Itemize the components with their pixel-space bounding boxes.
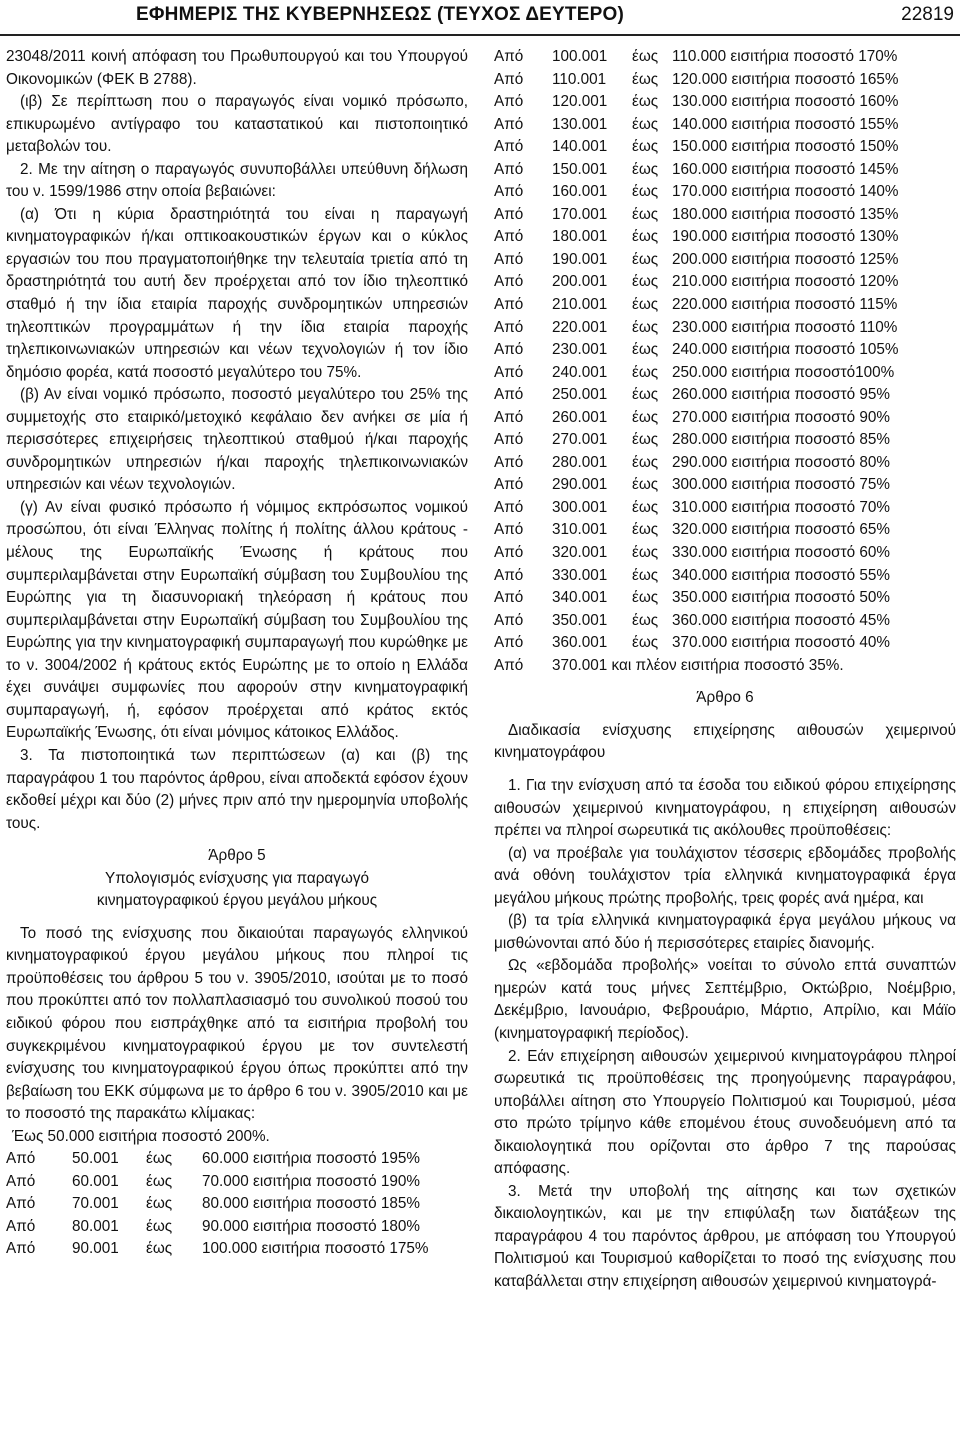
scale-from-label: Από xyxy=(494,273,524,291)
scale-from-value: 80.001 xyxy=(72,1217,119,1235)
table-row xyxy=(494,452,956,475)
scale-to-label: έως xyxy=(632,250,659,268)
scale-to-value-rate: 60.000 εισιτήρια ποσοστό 195% xyxy=(202,1150,420,1168)
scale-first-row: Έως 50.000 εισιτήρια ποσοστό 200%. xyxy=(12,1127,270,1145)
scale-to-label: έως xyxy=(632,296,659,314)
scale-to-value-rate: 220.000 εισιτήρια ποσοστό 115% xyxy=(672,296,898,314)
scale-from-value: 50.001 xyxy=(72,1150,119,1168)
table-row xyxy=(494,136,956,159)
scale-last-text: 370.001 και πλέον εισιτήρια ποσοστό 35%. xyxy=(552,656,844,674)
scale-to-value-rate: 190.000 εισιτήρια ποσοστό 130% xyxy=(672,228,899,246)
scale-from-value: 170.001 xyxy=(552,205,608,223)
scale-from-value: 150.001 xyxy=(552,160,608,178)
table-row xyxy=(494,114,956,137)
scale-from-value: 110.001 xyxy=(552,70,607,88)
scale-to-label: έως xyxy=(632,476,659,494)
scale-to-value-rate: 350.000 εισιτήρια ποσοστό 50% xyxy=(672,589,890,607)
scale-to-value-rate: 130.000 εισιτήρια ποσοστό 160% xyxy=(672,93,899,111)
scale-to-label: έως xyxy=(632,453,659,471)
scale-from-value: 220.001 xyxy=(552,318,608,336)
scale-to-label: έως xyxy=(146,1240,173,1258)
table-row xyxy=(494,69,956,92)
ticket-scale-last-row xyxy=(494,655,956,678)
paragraph: 1. Για την ενίσχυση από τα έσοδα του ειδικού φόρου επιχείρησης αιθουσών χειμερινού κινηματογράφου, η επιχείρηση αιθουσών πρέπει να πληροί σωρευτικά τις ακόλουθες προϋποθέσεις: xyxy=(494,776,956,840)
scale-from-label: Από xyxy=(494,656,524,674)
scale-to-label: έως xyxy=(632,544,659,562)
scale-from-value: 350.001 xyxy=(552,611,608,629)
scale-from-value: 190.001 xyxy=(552,250,608,268)
scale-from-value: 180.001 xyxy=(552,228,608,246)
scale-from-value: 90.001 xyxy=(72,1240,119,1258)
scale-from-label: Από xyxy=(494,589,524,607)
scale-from-label: Από xyxy=(6,1172,36,1190)
scale-from-value: 310.001 xyxy=(552,521,608,539)
paragraph: 2. Με την αίτηση ο παραγωγός συνυποβάλλει υπεύθυνη δήλωση του ν. 1599/1986 στην οποία βεβαιώνει: xyxy=(6,160,468,201)
table-row xyxy=(494,384,956,407)
scale-from-label: Από xyxy=(494,183,524,201)
table-row xyxy=(6,1238,468,1261)
scale-to-label: έως xyxy=(632,408,659,426)
scale-to-label: έως xyxy=(632,566,659,584)
left-column xyxy=(6,46,468,1261)
article-6-subtitle: Διαδικασία ενίσχυσης επιχείρησης αιθουσών χειμερινού κινηματογράφου xyxy=(494,721,956,762)
scale-to-label: έως xyxy=(632,589,659,607)
scale-from-value: 70.001 xyxy=(72,1195,119,1213)
scale-from-label: Από xyxy=(494,453,524,471)
scale-from-label: Από xyxy=(6,1217,36,1235)
ticket-scale-table xyxy=(6,1148,468,1261)
paragraph: (ιβ) Σε περίπτωση που ο παραγωγός είναι νομικό πρόσωπο, επικυρωμένο αντίγραφο του καταστατικού και πιστοποιητικό μεταβολών του. xyxy=(6,93,468,156)
table-row xyxy=(494,226,956,249)
paragraph: 23048/2011 κοινή απόφαση του Πρωθυπουργού και του Υπουργού Οικονομικών (ΦΕΚ Β 2788). xyxy=(6,48,468,88)
scale-from-label: Από xyxy=(494,296,524,314)
article-5-title: Άρθρο 5 xyxy=(208,847,266,865)
scale-from-label: Από xyxy=(494,386,524,404)
page-header xyxy=(0,0,960,36)
scale-from-value: 360.001 xyxy=(552,634,608,652)
scale-from-label: Από xyxy=(494,476,524,494)
scale-to-value-rate: 310.000 εισιτήρια ποσοστό 70% xyxy=(672,498,890,516)
scale-from-label: Από xyxy=(494,634,524,652)
right-column xyxy=(494,46,956,1294)
table-row xyxy=(494,249,956,272)
table-row xyxy=(6,1193,468,1216)
scale-from-label: Από xyxy=(494,363,524,381)
table-row xyxy=(494,159,956,182)
scale-to-label: έως xyxy=(632,228,659,246)
table-row xyxy=(494,181,956,204)
scale-to-label: έως xyxy=(632,205,659,223)
scale-from-label: Από xyxy=(494,431,524,449)
scale-from-label: Από xyxy=(494,93,524,111)
scale-to-label: έως xyxy=(146,1150,173,1168)
scale-to-label: έως xyxy=(632,431,659,449)
table-row xyxy=(494,610,956,633)
scale-from-value: 330.001 xyxy=(552,566,608,584)
table-row xyxy=(494,587,956,610)
table-row xyxy=(494,474,956,497)
scale-from-value: 270.001 xyxy=(552,431,608,449)
scale-to-value-rate: 150.000 εισιτήρια ποσοστό 150% xyxy=(672,138,899,156)
table-row xyxy=(494,632,956,655)
scale-to-label: έως xyxy=(632,273,659,291)
scale-to-label: έως xyxy=(632,363,659,381)
scale-from-label: Από xyxy=(494,205,524,223)
scale-from-value: 60.001 xyxy=(72,1172,119,1190)
paragraph: (β) τα τρία ελληνικά κινηματογραφικά έργα μεγάλου μήκους να μισθώνονται από δύο ή περισσότερες εταιρίες διανομής. xyxy=(494,912,956,952)
scale-from-label: Από xyxy=(494,544,524,562)
scale-to-label: έως xyxy=(146,1195,173,1213)
scale-to-value-rate: 360.000 εισιτήρια ποσοστό 45% xyxy=(672,611,890,629)
scale-to-value-rate: 170.000 εισιτήρια ποσοστό 140% xyxy=(672,183,899,201)
table-row xyxy=(494,46,956,69)
scale-to-value-rate: 260.000 εισιτήρια ποσοστό 95% xyxy=(672,386,890,404)
scale-from-label: Από xyxy=(494,498,524,516)
table-row xyxy=(494,655,956,678)
scale-to-value-rate: 210.000 εισιτήρια ποσοστό 120% xyxy=(672,273,899,291)
paragraph: 3. Τα πιστοποιητικά των περιπτώσεων (α) και (β) της παραγράφου 1 του παρόντος άρθρου, είναι αποδεκτά εφόσον έχουν εκδοθεί μέχρι και δύο (2) μήνες πριν από την ημερομηνία υποβολής τους. xyxy=(6,746,468,832)
table-row xyxy=(494,91,956,114)
table-row xyxy=(494,429,956,452)
table-row xyxy=(494,519,956,542)
table-row xyxy=(494,407,956,430)
paragraph: (α) να προέβαλε για τουλάχιστον τέσσερις εβδομάδες προβολής ανά οθόνη τουλάχιστον τρία ελληνικά κινηματογραφικά έργα μεγάλου μήκους πρώτης προβολής, τρεις φορές ανά ημέρα, και xyxy=(494,844,956,907)
scale-from-value: 210.001 xyxy=(552,296,608,314)
paragraph: (α) Ότι η κύρια δραστηριότητά του είναι η παραγωγή κινηματογραφικών ή/και οπτικοακουστικών έργων και ο κύκλος εργασιών του που πραγματοποιήθηκε την τελευταία τριετία από τη δραστηριότητά του αυτή δεν προέρχεται από τον ίδιο τηλεοπτικό σταθμό ή την ίδια εταιρία παροχής συνδρομητικών υπηρεσιών τηλεοπτικών προγραμμάτων ή την ίδια εταιρία παροχής τηλεπικοινωνιακών υπηρεσιών και νέων τεχνολογιών ή τον ίδιο δημόσιο φορέα, κατά ποσοστό μεγαλύτερο του 75%. xyxy=(6,205,468,381)
scale-to-value-rate: 160.000 εισιτήρια ποσοστό 145% xyxy=(672,160,899,178)
scale-from-value: 130.001 xyxy=(552,115,608,133)
scale-to-label: έως xyxy=(632,498,659,516)
scale-to-value-rate: 200.000 εισιτήρια ποσοστό 125% xyxy=(672,250,899,268)
table-row xyxy=(494,204,956,227)
paragraph: 2. Εάν επιχείρηση αιθουσών χειμερινού κινηματογράφου πληροί σωρευτικά τις προϋποθέσεις της προηγούμενης παραγράφου, υποβάλλει αίτηση στο Υπουργείο Πολιτισμού και Τουρισμού, μέσα στο πρώτο τρίμηνο κάθε επομένου έτους συνοδευόμενη από τα δικαιολογητικά που ορίζονται στο άρθρο 7 της παρούσας απόφασης. xyxy=(494,1047,956,1178)
scale-to-value-rate: 140.000 εισιτήρια ποσοστό 155% xyxy=(672,115,899,133)
scale-to-label: έως xyxy=(632,70,659,88)
scale-to-value-rate: 330.000 εισιτήρια ποσοστό 60% xyxy=(672,544,890,562)
scale-from-value: 250.001 xyxy=(552,386,608,404)
scale-to-label: έως xyxy=(632,341,659,359)
scale-to-label: έως xyxy=(632,138,659,156)
scale-to-label: έως xyxy=(632,318,659,336)
table-row xyxy=(494,497,956,520)
scale-to-label: έως xyxy=(632,634,659,652)
paragraph: Ως «εβδομάδα προβολής» νοείται το σύνολο επτά συναπτών ημερών κατά τους μήνες Σεπτέμβριο, Οκτώβριο, Νοέμβριο, Δεκέμβριο, Ιανουάριο, Φεβρουάριο, Μάρτιο, Απρίλιο, και Μάϊο (κινηματογραφική περίοδος). xyxy=(494,957,956,1042)
scale-to-value-rate: 290.000 εισιτήρια ποσοστό 80% xyxy=(672,453,890,471)
scale-from-label: Από xyxy=(494,566,524,584)
scale-to-value-rate: 120.000 εισιτήρια ποσοστό 165% xyxy=(672,70,899,88)
scale-from-value: 300.001 xyxy=(552,498,608,516)
scale-to-label: έως xyxy=(146,1217,173,1235)
scale-to-label: έως xyxy=(632,611,659,629)
scale-to-value-rate: 250.000 εισιτήρια ποσοστό100% xyxy=(672,363,895,381)
scale-from-label: Από xyxy=(494,521,524,539)
scale-from-label: Από xyxy=(494,160,524,178)
paragraph: Το ποσό της ενίσχυσης που δικαιούται παραγωγός ελληνικού κινηματογραφικού έργου μεγάλου μήκους που πληροί τις προϋποθέσεις του άρθρου 5 του ν. 3905/2010, ισούται με το ποσό που προκύπτει από τον πολλαπλασιασμό του συνολικού ποσού του ειδικού φόρου που εισπράχθηκε από τα εισιτήρια προβολή του συγκεκριμένου κινηματογραφικού έργου με τον συντελεστή ενίσχυσης του κινηματογραφικού έργου όπως προκύπτει από την βεβαίωση του ΕΚΚ σύμφωνα με το άρθρο 6 του ν. 3905/2010 και με το ποσοστό της παρακάτω κλίμακας: xyxy=(6,924,468,1123)
paragraph: 3. Μετά την υποβολή της αίτησης και των σχετικών δικαιολογητικών, και με την επιφύλαξη των διατάξεων της παραγράφου 4 του παρόντος άρθρου, με απόφαση του Υπουργού Πολιτισμού και Τουρισμού καθορίζεται το ποσό της ενίσχυσης που καταβάλλεται στην επιχείρηση αιθουσών χειμερινού κινηματογρά- xyxy=(494,1182,956,1290)
scale-to-value-rate: 320.000 εισιτήρια ποσοστό 65% xyxy=(672,521,890,539)
table-row xyxy=(6,1171,468,1194)
table-row xyxy=(494,362,956,385)
scale-to-value-rate: 230.000 εισιτήρια ποσοστό 110% xyxy=(672,318,898,336)
gazette-title: ΕΦΗΜΕΡΙΣ ΤΗΣ ΚΥΒΕΡΝΗΣΕΩΣ (ΤΕΥΧΟΣ ΔΕΥΤΕΡΟ) xyxy=(136,4,624,25)
scale-to-value-rate: 90.000 εισιτήρια ποσοστό 180% xyxy=(202,1217,420,1235)
scale-from-value: 120.001 xyxy=(552,93,608,111)
table-row xyxy=(6,1148,468,1171)
scale-from-label: Από xyxy=(494,318,524,336)
scale-from-label: Από xyxy=(6,1150,36,1168)
scale-to-label: έως xyxy=(632,93,659,111)
ticket-scale-table xyxy=(494,46,956,655)
article-6-title: Άρθρο 6 xyxy=(696,689,754,707)
scale-from-value: 260.001 xyxy=(552,408,608,426)
table-row xyxy=(494,294,956,317)
scale-from-label: Από xyxy=(494,250,524,268)
scale-to-value-rate: 270.000 εισιτήρια ποσοστό 90% xyxy=(672,408,890,426)
scale-from-label: Από xyxy=(494,138,524,156)
scale-to-label: έως xyxy=(632,48,659,65)
table-row xyxy=(494,339,956,362)
scale-to-value-rate: 80.000 εισιτήρια ποσοστό 185% xyxy=(202,1195,420,1213)
scale-from-value: 340.001 xyxy=(552,589,608,607)
page-number: 22819 xyxy=(901,4,954,25)
table-row xyxy=(494,271,956,294)
scale-from-label: Από xyxy=(494,611,524,629)
table-row xyxy=(494,565,956,588)
scale-to-value-rate: 370.000 εισιτήρια ποσοστό 40% xyxy=(672,634,890,652)
scale-from-value: 140.001 xyxy=(552,138,608,156)
scale-to-value-rate: 180.000 εισιτήρια ποσοστό 135% xyxy=(672,205,899,223)
table-row xyxy=(6,1216,468,1239)
scale-from-label: Από xyxy=(494,48,524,65)
scale-to-value-rate: 300.000 εισιτήρια ποσοστό 75% xyxy=(672,476,890,494)
scale-to-value-rate: 240.000 εισιτήρια ποσοστό 105% xyxy=(672,341,899,359)
scale-to-label: έως xyxy=(146,1172,173,1190)
scale-from-value: 320.001 xyxy=(552,544,608,562)
scale-to-value-rate: 70.000 εισιτήρια ποσοστό 190% xyxy=(202,1172,420,1190)
scale-from-value: 290.001 xyxy=(552,476,608,494)
scale-to-value-rate: 100.000 εισιτήρια ποσοστό 175% xyxy=(202,1240,429,1258)
scale-from-value: 100.001 xyxy=(552,48,608,65)
scale-to-label: έως xyxy=(632,521,659,539)
scale-from-label: Από xyxy=(494,70,524,88)
article-5-subtitle-line-2: κινηματογραφικού έργου μεγάλου μήκους xyxy=(96,892,378,910)
paragraph: (β) Αν είναι νομικό πρόσωπο, ποσοστό μεγαλύτερο του 25% της συμμετοχής στο εταιρικό/μετοχικό κεφάλαιο δεν ανήκει σε μία ή περισσότερες επιχειρήσεις τηλεοπτικού σταθμού ή/και παροχής συνδρομητικών υπηρεσιών ή/και παροχής τηλεπικοινωνιακών υπηρεσιών και νέων τεχνολογιών. xyxy=(6,386,468,494)
scale-to-label: έως xyxy=(632,160,659,178)
scale-to-value-rate: 280.000 εισιτήρια ποσοστό 85% xyxy=(672,431,890,449)
scale-from-label: Από xyxy=(6,1240,36,1258)
article-5-subtitle-line-1: Υπολογισμός ενίσχυσης για παραγωγό xyxy=(105,869,369,887)
scale-from-value: 280.001 xyxy=(552,453,608,471)
scale-to-label: έως xyxy=(632,386,659,404)
table-row xyxy=(494,542,956,565)
scale-to-label: έως xyxy=(632,183,659,201)
scale-from-label: Από xyxy=(494,115,524,133)
scale-from-label: Από xyxy=(494,341,524,359)
scale-from-value: 160.001 xyxy=(552,183,608,201)
scale-from-label: Από xyxy=(494,408,524,426)
scale-from-label: Από xyxy=(494,228,524,246)
scale-from-value: 240.001 xyxy=(552,363,608,381)
table-row xyxy=(494,317,956,340)
scale-from-label: Από xyxy=(6,1195,36,1213)
scale-to-value-rate: 110.000 εισιτήρια ποσοστό 170% xyxy=(672,48,898,65)
scale-from-value: 200.001 xyxy=(552,273,608,291)
scale-to-label: έως xyxy=(632,115,659,133)
scale-from-value: 230.001 xyxy=(552,341,608,359)
paragraph: (γ) Αν είναι φυσικό πρόσωπο ή νόμιμος εκπρόσωπος νομικού προσώπου, ότι είναι Έλληνας πολίτης ή πολίτης άλλου κράτους - μέλους της Ευρωπαϊκής Ένωσης ή κράτους που συμπεριλαμβάνεται στην Ευρωπαϊκή σύμβαση του Συμβουλίου της Ευρώπης για τη διασυνοριακή τηλεόραση ή κράτους που συμπεριλαμβάνεται στην Ευρωπαϊκή σύμβαση του Συμβουλίου της Ευρώπης για την κινηματογραφική συμπαραγωγή που κυρώθηκε με το ν. 3004/2002 ή κράτους εκτός Ευρώπης με το οποίο η Ελλάδα έχει συνάψει συμφωνίες που αφορούν στην κινηματογραφική συμπαραγωγή, ή, εφόσον προέρχεται από κράτος εκτός Ευρωπαϊκής Ένωσης, ότι είναι μόνιμος κάτοικος Ελλάδος. xyxy=(6,498,468,742)
scale-to-value-rate: 340.000 εισιτήρια ποσοστό 55% xyxy=(672,566,890,584)
